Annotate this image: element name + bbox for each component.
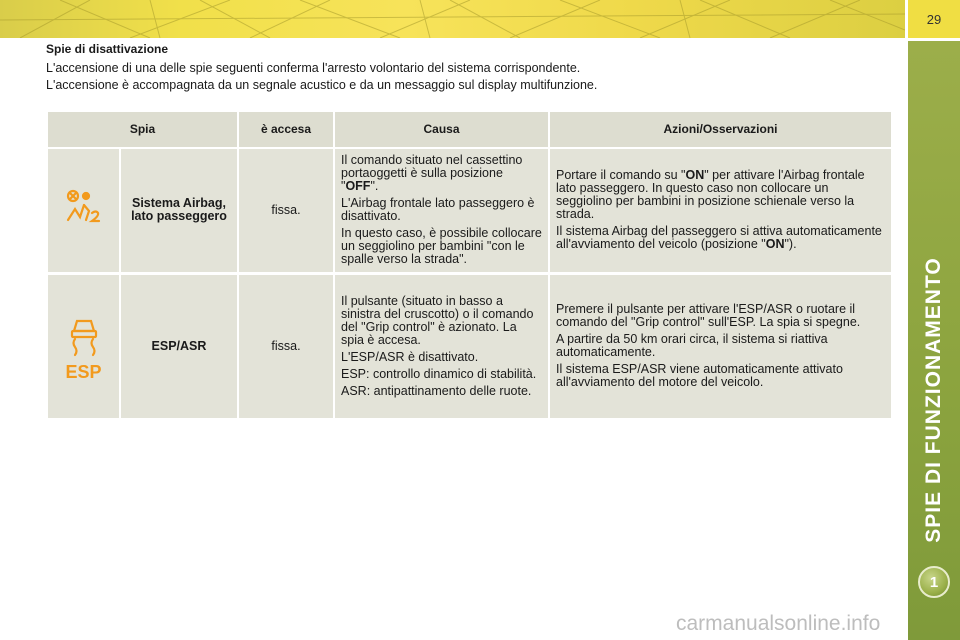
cause-airbag [334,148,549,273]
icon-cell [47,148,120,273]
cause-airbag-text: Il comando situato nel cassettino portaoggetti è sulla posizione " [341,153,523,194]
cause-airbag-p2: L'Airbag frontale lato passeggero è disattivato. [341,196,535,224]
warning-lights-table [46,112,891,421]
light-name-airbag: Sistema Airbag, lato passeggero [120,148,238,273]
cause-airbag-p3: In questo caso, è possibile collocare un seggiolino per bambini "con le spalle verso la strada". [341,226,542,267]
esp-icon-label: ESP [65,361,102,382]
section-title: Spie di disattivazione [46,42,169,56]
light-state-esp: fissa. [238,273,334,419]
cause-airbag-text-end: ". [370,179,379,194]
chapter-title: SPIE DI FUNZIONAMENTO [922,257,945,543]
chapter-badge: 1 [918,566,950,598]
actions-esp-p3: Il sistema ESP/ASR viene automaticamente attivato all'avviamento del motore del veicolo. [556,362,843,389]
actions-esp-p1: Premere il pulsante per attivare l'ESP/ASR o ruotare il comando del "Grip control" sull'ESP. La spia si spegne. [556,302,861,329]
cause-esp-p1: Il pulsante (situato in basso a sinistra del cruscotto) o il comando del "Grip control" è azionato. La spia è accesa. [341,293,534,347]
on-keyword: ON [685,168,705,183]
actions-airbag-p2 [556,225,885,251]
actions-airbag-p1 [556,169,885,221]
cause-esp [334,273,549,419]
light-state-airbag: fissa. [238,148,334,273]
actions-airbag-text-2-end: "). [784,237,797,252]
watermark: carmanualsonline.info [676,612,881,635]
actions-esp-p2: A partire da 50 km orari circa, il sistema si riattiva automaticamente. [556,332,828,359]
section-intro [46,42,896,94]
light-name-esp: ESP/ASR [120,273,238,419]
on-keyword-2: ON [765,237,785,252]
header-spia: Spia [47,112,238,148]
esp-off-icon [64,313,104,365]
actions-esp [549,273,891,419]
actions-airbag-text-end: " per attivare l'Airbag frontale lato passeggero. In questo caso non collocare un seggiolino per bambini in posizione schienale verso la strada. [556,168,865,222]
off-keyword: OFF [345,179,371,194]
airbag-off-icon [64,189,104,229]
intro-line-2: L'accensione è accompagnata da un segnale acustico e da un messaggio sul display multifunzione. [46,78,598,92]
icon-cell [47,273,120,419]
table-row [47,148,891,273]
header-accesa: è accesa [238,112,334,148]
actions-airbag [549,148,891,273]
cause-esp-p2: L'ESP/ASR è disattivato. [341,349,479,364]
actions-airbag-text: Portare il comando su " [556,168,686,183]
table-header-row [47,112,891,148]
top-band-pattern [0,0,905,38]
actions-airbag-text-2: Il sistema Airbag del passeggero si attiva automaticamente all'avviamento del veicolo (posizione " [556,224,882,252]
intro-line-1: L'accensione di una delle spie seguenti conferma l'arresto volontario del sistema corrispondente. [46,61,581,75]
cause-airbag-p1 [341,154,542,193]
top-decorative-band [0,0,905,38]
page-number: 29 [908,0,960,38]
table-row [47,273,891,419]
header-causa: Causa [334,112,549,148]
cause-esp-p4: ASR: antipattinamento delle ruote. [341,383,532,398]
cause-esp-p3: ESP: controllo dinamico di stabilità. [341,366,537,381]
header-azioni: Azioni/Osservazioni [549,112,891,148]
